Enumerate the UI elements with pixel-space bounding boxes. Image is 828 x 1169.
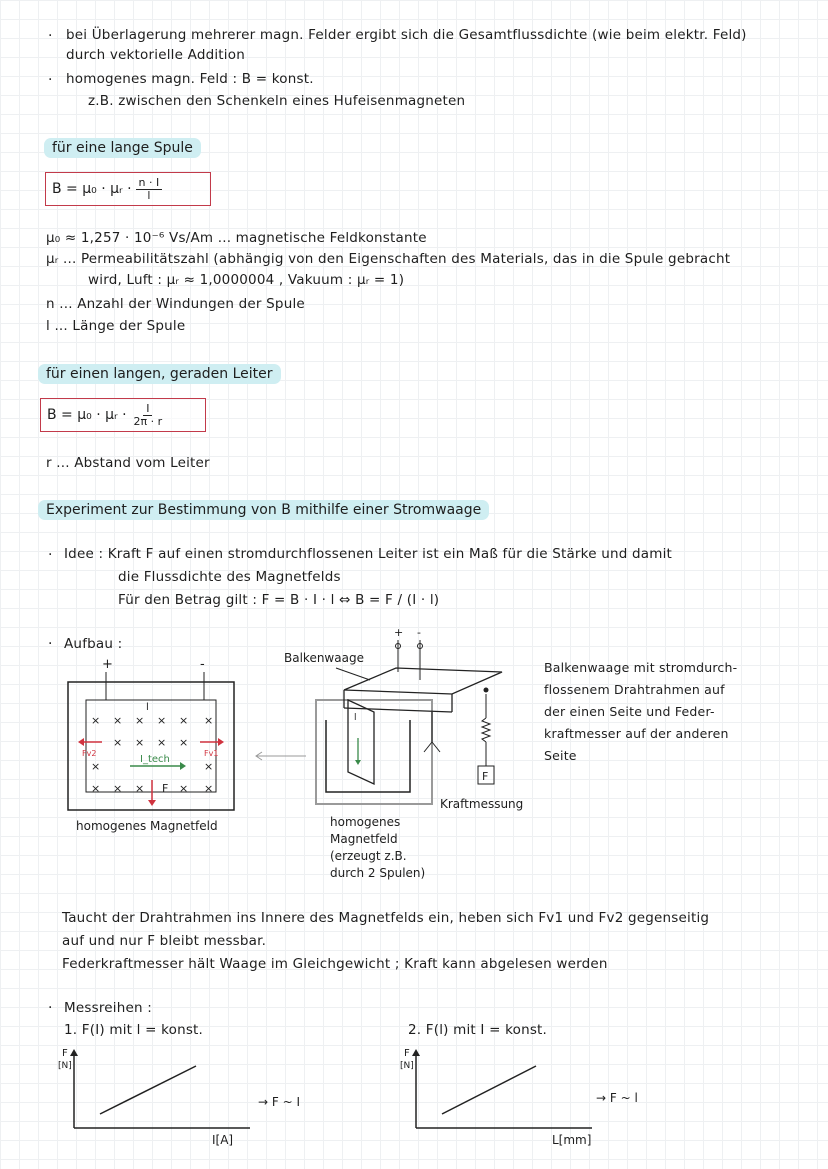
force-fv1-label: Fv1: [204, 749, 219, 758]
svg-text:×: ×: [179, 714, 189, 727]
svg-text:×: ×: [204, 714, 214, 727]
graph1-result: → F ~ I: [258, 1095, 300, 1109]
homogeneous-field-2-line-2: Magnetfeld: [330, 832, 398, 846]
l-def: l ... Länge der Spule: [46, 318, 186, 334]
formula-conductor-num: I: [143, 403, 152, 416]
graph1-y-unit: [N]: [58, 1061, 72, 1071]
current-label: I_tech: [140, 754, 170, 765]
intro-line-1: bei Überlagerung mehrerer magn. Felder ergibt sich die Gesamtflussdichte (wie beim elektr. Feld): [66, 27, 747, 43]
graph1-y-label: F: [62, 1048, 68, 1059]
balkenwaage-pointer: [336, 668, 370, 680]
graph2-y-unit: [N]: [400, 1061, 414, 1071]
idea-line-2: die Flussdichte des Magnetfelds: [118, 569, 341, 585]
svg-text:×: ×: [91, 760, 101, 773]
formula-coil-left: B = μ₀ · μᵣ ·: [52, 181, 132, 197]
formula-conductor-den: 2π · r: [133, 414, 163, 428]
homogeneous-field-2-line-3: (erzeugt z.B.: [330, 849, 407, 863]
homogeneous-field-2-line-1: homogenes: [330, 815, 401, 829]
svg-text:×: ×: [135, 714, 145, 727]
graph1-line: [100, 1066, 196, 1114]
svg-text:×: ×: [179, 736, 189, 749]
intro-line-2: durch vektorielle Addition: [66, 47, 245, 63]
wire-loop: [348, 700, 374, 784]
force-fv2-arrow-head: [78, 738, 84, 746]
pivot-dot: [484, 688, 489, 693]
explain-line-3: Federkraftmesser hält Waage im Gleichgewicht ; Kraft kann abgelesen werden: [62, 956, 608, 972]
balance-beam: [344, 668, 502, 694]
mur-def-1: μᵣ ... Permeabilitätszahl (abhängig von den Eigenschaften des Materials, das in die Spule gebracht: [46, 251, 731, 267]
frame-inner: [86, 700, 219, 792]
force-fv1-arrow-head: [218, 738, 224, 746]
minus-sign: -: [200, 657, 205, 672]
graph1-y-arrow: [70, 1049, 78, 1056]
svg-text:×: ×: [91, 714, 101, 727]
formula-coil-num: n · I: [136, 177, 163, 190]
spring: [482, 718, 490, 742]
svg-text:×: ×: [204, 760, 214, 773]
force-fv2-label: Fv2: [82, 749, 97, 758]
homogeneous-field-label: homogenes Magnetfeld: [76, 819, 218, 833]
loop-l-label: l: [354, 713, 357, 723]
heading-experiment: Experiment zur Bestimmung von B mithilfe einer Stromwaage: [38, 500, 489, 520]
homogeneous-field-2-line-4: durch 2 Spulen): [330, 866, 426, 880]
svg-text:×: ×: [157, 736, 167, 749]
desc-line-2: flossenem Drahtrahmen auf: [544, 682, 725, 697]
graph1-x-label: I[A]: [212, 1133, 234, 1147]
desc-line-5: Seite: [544, 748, 577, 763]
formula-conductor-left: B = μ₀ · μᵣ ·: [47, 407, 127, 423]
terminal-minus-sign: -: [417, 626, 421, 639]
beam-edge-3: [344, 708, 452, 712]
force-f-label: F: [162, 782, 169, 795]
graph2-y-label: F: [404, 1048, 410, 1059]
graph2-result: → F ~ l: [596, 1091, 638, 1105]
mu0-def: μ₀ ≈ 1,257 · 10⁻⁶ Vs/Am ... magnetische Feldkonstante: [46, 230, 427, 246]
explain-line-2: auf und nur F bleibt messbar.: [62, 933, 267, 949]
intro-line-3: homogenes magn. Feld : B = konst.: [66, 71, 314, 87]
bullet: ·: [48, 547, 53, 563]
intro-line-4: z.B. zwischen den Schenkeln eines Hufeisenmagneten: [88, 93, 466, 109]
heading-conductor: für einen langen, geraden Leiter: [38, 364, 281, 384]
idea-line-1: Idee : Kraft F auf einen stromdurchflossenen Leiter ist ein Maß für die Stärke und damit: [64, 546, 673, 562]
graph2-y-arrow: [412, 1049, 420, 1056]
n-def: n ... Anzahl der Windungen der Spule: [46, 296, 305, 312]
plus-sign: +: [102, 657, 113, 672]
messreihen-title: Messreihen :: [64, 1000, 152, 1016]
kraftmessung-label: Kraftmessung: [440, 797, 524, 811]
mur-def-2: wird, Luft : μᵣ ≈ 1,0000004 , Vakuum : μᵣ = 1): [88, 272, 405, 288]
svg-text:×: ×: [113, 736, 123, 749]
series-1-title: 1. F(I) mit l = konst.: [64, 1022, 204, 1038]
heading-coil: für eine lange Spule: [44, 138, 201, 158]
bullet: ·: [48, 28, 53, 44]
desc-line-4: kraftmesser auf der anderen: [544, 726, 729, 741]
svg-text:×: ×: [113, 714, 123, 727]
explain-line-1: Taucht der Drahtrahmen ins Innere des Magnetfelds ein, heben sich Fv1 und Fv2 gegenseitig: [62, 910, 710, 926]
graph2-x-label: L[mm]: [552, 1133, 592, 1147]
series-2-title: 2. F(l) mit I = konst.: [408, 1022, 548, 1038]
terminal-plus-sign: +: [394, 626, 404, 639]
current-arrow-head: [180, 762, 186, 770]
force-meter-label: F: [482, 770, 489, 783]
desc-line-1: Balkenwaage mit stromdurch-: [544, 660, 738, 675]
svg-text:×: ×: [135, 736, 145, 749]
svg-text:×: ×: [113, 782, 123, 795]
force-f-arrow-head: [148, 800, 156, 806]
bullet: ·: [48, 72, 53, 88]
loop-current-head: [355, 760, 361, 765]
desc-line-3: der einen Seite und Feder-: [544, 704, 715, 719]
formula-coil-den: l: [147, 188, 151, 202]
svg-text:×: ×: [135, 782, 145, 795]
r-def: r ... Abstand vom Leiter: [46, 455, 210, 471]
graph2-line: [442, 1066, 536, 1114]
bullet: ·: [48, 636, 53, 652]
bullet: ·: [48, 1000, 53, 1016]
balkenwaage-label: Balkenwaage: [284, 651, 364, 665]
svg-text:×: ×: [91, 782, 101, 795]
length-l-label: l: [146, 702, 149, 713]
svg-text:×: ×: [179, 782, 189, 795]
idea-line-3: Für den Betrag gilt : F = B · I · l ⇔ B = F / (I · l): [118, 592, 440, 608]
svg-text:×: ×: [204, 782, 214, 795]
aufbau-label: Aufbau :: [64, 636, 123, 652]
svg-text:×: ×: [157, 714, 167, 727]
